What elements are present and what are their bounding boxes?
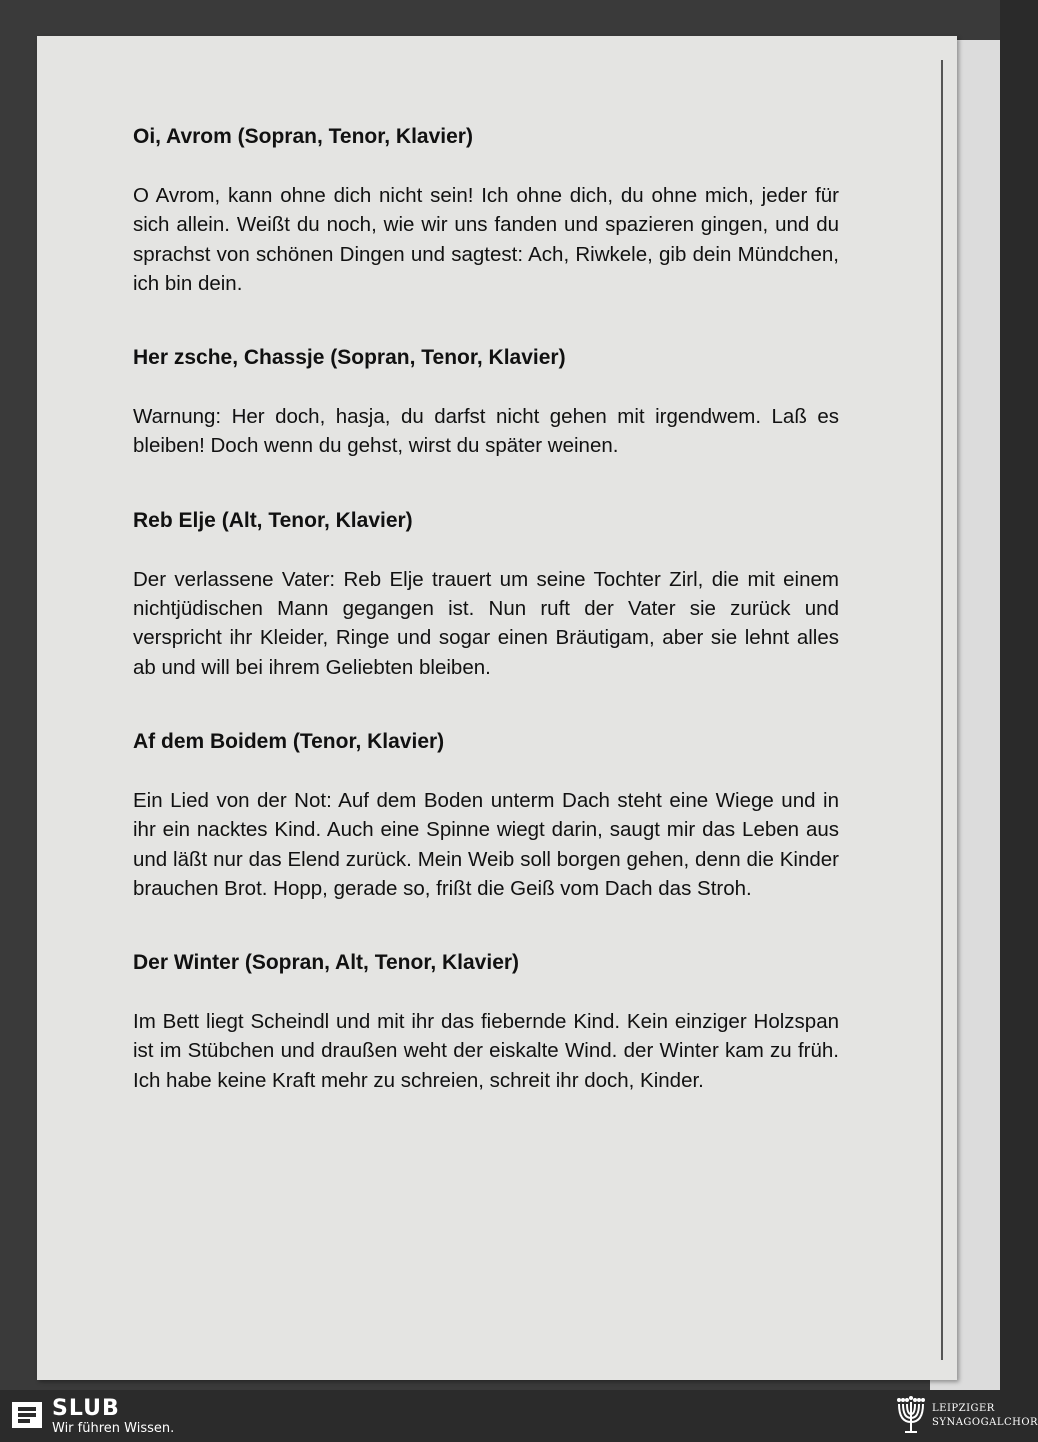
song-description: O Avrom, kann ohne dich nicht sein! Ich ohne dich, du ohne mich, jeder für sich allein. Weißt du noch, wie wir uns fanden und spazieren gingen, und du sprachst von schönen Dingen und sagtest: Ach, Riwkele, gib dein Mündchen, ich bin dein. (133, 184, 839, 295)
song-description: Warnung: Her doch, hasja, du darfst nicht gehen mit irgendwem. Laß es bleiben! Doch wenn du gehst, wirst du später weinen. (133, 405, 839, 458)
song-section-oi-avrom (133, 122, 839, 298)
song-heading: Der Winter (Sopran, Alt, Tenor, Klavier) (133, 951, 520, 975)
choir-name-line1: LEIPZIGER (932, 1403, 995, 1414)
choir-name (932, 1402, 1038, 1430)
document-content (133, 122, 839, 1140)
song-section-der-winter (133, 948, 839, 1095)
song-description: Im Bett liegt Scheindl und mit ihr das fiebernde Kind. Kein einziger Holzspan ist im Stübchen und draußen weht der eiskalte Wind. der Winter kam zu früh. Ich habe keine Kraft mehr zu schreien, schreit ihr doch, Kinder. (133, 1010, 839, 1092)
song-description: Der verlassene Vater: Reb Elje trauert um seine Tochter Zirl, die mit einem nichtjüdischen Mann gegangen ist. Nun ruft der Vater sie zurück und verspricht ihr Kleider, Ringe und sogar einen Bräutigam, aber sie lehnt alles ab und will bei ihrem Geliebten bleiben. (133, 567, 839, 679)
menorah-icon (896, 1394, 926, 1438)
choir-name-line2: SYNAGOGALCHOR (932, 1417, 1038, 1428)
slub-logo-icon[interactable] (12, 1402, 42, 1428)
song-heading: Af dem Boidem (Tenor, Klavier) (133, 729, 445, 753)
footer-bar (0, 1390, 1038, 1442)
song-description: Ein Lied von der Not: Auf dem Boden unterm Dach steht eine Wiege und in ihr ein nacktes Kind. Auch eine Spinne wiegt darin, saugt mir das Leben aus und läßt nur das Elend zurück. Mein Weib soll borgen gehen, denn die Kinder brauchen Brot. Hopp, gerade so, frißt die Geiß vom Dach das Stroh. (133, 788, 839, 900)
slub-title[interactable]: SLUB (52, 1396, 120, 1421)
page-fold-line (941, 60, 943, 1360)
song-heading: Reb Elje (Alt, Tenor, Klavier) (133, 508, 413, 532)
song-section-her-zsche (133, 343, 839, 461)
song-section-af-dem-boidem (133, 727, 839, 903)
song-heading: Oi, Avrom (Sopran, Tenor, Klavier) (133, 125, 473, 148)
song-heading: Her zsche, Chassje (Sopran, Tenor, Klavier) (133, 346, 566, 370)
slub-slogan: Wir führen Wissen. (52, 1421, 175, 1436)
song-section-reb-elje (133, 506, 839, 682)
